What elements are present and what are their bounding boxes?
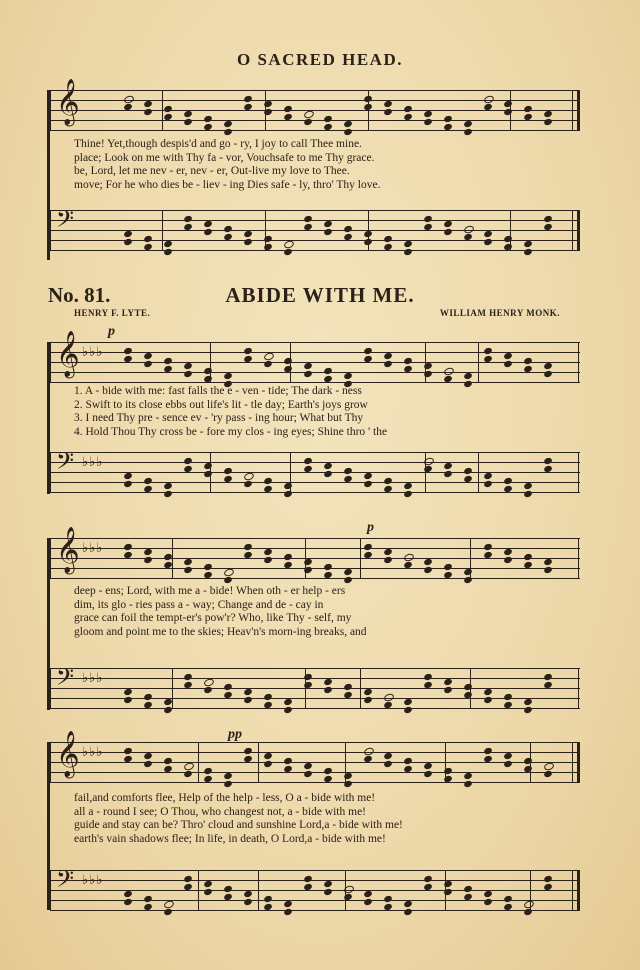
note-head [223, 128, 233, 136]
system2-bass-staff [50, 665, 580, 708]
note-head [263, 100, 273, 108]
note-head [143, 352, 153, 360]
note-head [323, 115, 333, 123]
note-head [403, 900, 413, 908]
note-head [463, 772, 473, 780]
note-head [303, 770, 313, 778]
note-head [383, 360, 393, 368]
note-head [503, 760, 513, 768]
note-head [143, 556, 153, 564]
note-head [363, 238, 373, 246]
top-hymn-title: O SACRED HEAD. [237, 50, 403, 69]
note-head [343, 683, 353, 691]
note-head [363, 890, 373, 898]
note-head [443, 470, 453, 478]
note-head [443, 220, 453, 228]
note-head [163, 757, 173, 765]
note-head [543, 457, 553, 465]
note-head [303, 875, 313, 883]
note-head [223, 225, 233, 233]
note-head [403, 698, 413, 706]
note-head [203, 563, 213, 571]
note-head [183, 215, 193, 223]
note-head [123, 472, 133, 480]
note-head [463, 576, 473, 584]
treble-clef-icon: 𝄞 [56, 527, 80, 572]
note-head [483, 543, 493, 551]
note-head [423, 118, 433, 126]
note-head [143, 108, 153, 116]
note-head [503, 100, 513, 108]
treble-clef-icon: 𝄞 [56, 331, 80, 376]
note-head [523, 357, 533, 365]
note-head [243, 543, 253, 551]
note-head [143, 693, 153, 701]
note-head [283, 553, 293, 561]
note-head [123, 688, 133, 696]
note-head [143, 100, 153, 108]
note-head [243, 890, 253, 898]
note-head [183, 457, 193, 465]
bass-clef-icon: 𝄢 [56, 665, 75, 696]
note-head [123, 480, 133, 488]
note-head [123, 696, 133, 704]
note-head [423, 558, 433, 566]
bass-clef-icon: 𝄢 [56, 207, 75, 238]
note-head [343, 225, 353, 233]
note-head [183, 770, 193, 778]
top-hymn-lyrics [74, 138, 574, 192]
note-head [143, 752, 153, 760]
note-head [123, 230, 133, 238]
note-head [303, 215, 313, 223]
note-head [243, 95, 253, 103]
note-head [543, 215, 553, 223]
note-head [303, 566, 313, 574]
note-head [243, 898, 253, 906]
note-head [523, 908, 533, 916]
note-head [423, 110, 433, 118]
note-head [423, 875, 433, 883]
note-head [243, 347, 253, 355]
note-head [463, 683, 473, 691]
note-head [283, 490, 293, 498]
note-head [323, 367, 333, 375]
note-head [203, 767, 213, 775]
note-head [383, 548, 393, 556]
note-head [343, 576, 353, 584]
dynamic-marking: p [108, 324, 115, 339]
note-head [143, 360, 153, 368]
note-head [303, 762, 313, 770]
note-head [483, 696, 493, 704]
note-head [343, 372, 353, 380]
note-head [303, 457, 313, 465]
note-head [443, 880, 453, 888]
note-head [543, 118, 553, 126]
note-head [503, 108, 513, 116]
note-head [403, 706, 413, 714]
note-head [543, 770, 553, 778]
note-head [503, 556, 513, 564]
lyric-line: dim, its glo - ries pass a - way; Change and de - cay in [74, 598, 324, 611]
note-head [443, 115, 453, 123]
note-head [343, 780, 353, 788]
lyric-line: guide and stay can be? Thro' cloud and sunshine Lord,a - bide with me! [74, 819, 403, 831]
lyric-line: place; Look on me with Thy fa - vor, Vouchsafe to me Thy grace. [74, 151, 375, 164]
note-head [163, 357, 173, 365]
note-head [163, 240, 173, 248]
note-head [363, 472, 373, 480]
note-head [363, 480, 373, 488]
note-head [523, 482, 533, 490]
note-head [263, 360, 273, 368]
lyric-line: all a - round I see; O Thou, who changest not, a - bide with me! [74, 805, 367, 818]
note-head [223, 120, 233, 128]
top-treble-staff [50, 79, 580, 130]
system1-bass-staff [50, 449, 580, 492]
note-head [483, 238, 493, 246]
note-head [283, 698, 293, 706]
note-head [403, 482, 413, 490]
dynamic-marking: p [367, 520, 374, 535]
note-head [183, 566, 193, 574]
note-head [403, 757, 413, 765]
note-head [383, 760, 393, 768]
note-head [463, 568, 473, 576]
treble-clef-icon: 𝄞 [56, 79, 80, 124]
note-head [523, 698, 533, 706]
note-head [243, 230, 253, 238]
flat-key-signature-icon: ♭♭♭ [82, 454, 104, 469]
lyric-line: earth's vain shadows flee; In life, in death, O Lord,a - bide with me! [74, 832, 386, 845]
note-head [123, 543, 133, 551]
note-head [543, 875, 553, 883]
note-head [123, 898, 133, 906]
bass-clef-icon: 𝄢 [56, 867, 75, 898]
note-head [403, 240, 413, 248]
note-head [523, 240, 533, 248]
note-head [543, 558, 553, 566]
note-head [223, 780, 233, 788]
note-head [223, 467, 233, 475]
note-head [363, 543, 373, 551]
note-head [423, 362, 433, 370]
note-head [303, 558, 313, 566]
note-head [443, 888, 453, 896]
note-head [203, 888, 213, 896]
note-head [383, 108, 393, 116]
note-head [183, 558, 193, 566]
note-head [283, 706, 293, 714]
hymn-title: ABIDE WITH ME. [225, 283, 415, 307]
note-head [483, 347, 493, 355]
note-head [283, 105, 293, 113]
lyric-line: grace can foil the tempt-er's pow'r? Who, like Thy - self, my [74, 612, 352, 624]
note-head [343, 467, 353, 475]
note-head [363, 230, 373, 238]
note-head [503, 360, 513, 368]
note-head [163, 908, 173, 916]
flat-key-signature-icon: ♭♭♭ [82, 540, 104, 555]
note-head [423, 566, 433, 574]
note-head [423, 770, 433, 778]
note-head [503, 235, 513, 243]
note-head [523, 490, 533, 498]
note-head [223, 683, 233, 691]
note-head [283, 357, 293, 365]
treble-clef-icon: 𝄞 [56, 731, 80, 776]
note-head [123, 238, 133, 246]
note-head [183, 673, 193, 681]
note-head [303, 118, 313, 126]
lyric-line: move; For he who dies be - liev - ing Dies safe - ly, thro' Thy love. [74, 178, 381, 191]
note-head [203, 228, 213, 236]
note-head [283, 248, 293, 256]
note-head [123, 890, 133, 898]
top-bass-staff [50, 207, 580, 250]
note-head [503, 752, 513, 760]
note-head [463, 372, 473, 380]
lyric-line: Thine! Yet,though despis'd and go - ry, I joy to call Thee mine. [74, 138, 362, 150]
note-head [263, 760, 273, 768]
note-head [443, 563, 453, 571]
flat-key-signature-icon: ♭♭♭ [82, 344, 104, 359]
note-head [183, 118, 193, 126]
note-head [323, 686, 333, 694]
note-head [403, 490, 413, 498]
note-head [203, 470, 213, 478]
note-head [523, 757, 533, 765]
note-head [543, 362, 553, 370]
note-head [403, 248, 413, 256]
note-head [503, 895, 513, 903]
note-head [223, 576, 233, 584]
note-head [243, 480, 253, 488]
note-head [463, 467, 473, 475]
note-head [143, 895, 153, 903]
note-head [383, 752, 393, 760]
note-head [503, 352, 513, 360]
note-head [323, 880, 333, 888]
note-head [403, 357, 413, 365]
note-head [143, 235, 153, 243]
note-head [123, 347, 133, 355]
note-head [383, 477, 393, 485]
note-head [263, 477, 273, 485]
note-head [163, 105, 173, 113]
note-head [523, 105, 533, 113]
note-head [323, 228, 333, 236]
note-head [423, 215, 433, 223]
note-head [303, 673, 313, 681]
note-head [403, 105, 413, 113]
lyric-line: gloom and point me to the skies; Heav'n's morn-ing breaks, and [74, 625, 367, 638]
note-head [123, 747, 133, 755]
note-head [483, 480, 493, 488]
note-head [303, 370, 313, 378]
note-head [363, 347, 373, 355]
system1-lyrics [74, 385, 574, 439]
note-head [423, 762, 433, 770]
note-head [163, 490, 173, 498]
note-head [443, 686, 453, 694]
note-head [323, 678, 333, 686]
note-head [443, 678, 453, 686]
lyric-line: 1. A - bide with me: fast falls the e - ven - tide; The dark - ness [74, 385, 362, 397]
note-head [203, 115, 213, 123]
note-head [423, 370, 433, 378]
note-head [143, 548, 153, 556]
note-head [283, 482, 293, 490]
note-head [443, 228, 453, 236]
note-head [203, 220, 213, 228]
note-head [363, 688, 373, 696]
note-head [523, 553, 533, 561]
note-head [463, 780, 473, 788]
note-head [523, 706, 533, 714]
note-head [143, 760, 153, 768]
system3-bass-staff [50, 867, 580, 910]
note-head [343, 568, 353, 576]
note-head [323, 767, 333, 775]
note-head [343, 772, 353, 780]
note-head [243, 688, 253, 696]
note-head [543, 370, 553, 378]
note-head [143, 477, 153, 485]
note-head [403, 908, 413, 916]
note-head [423, 673, 433, 681]
note-head [543, 673, 553, 681]
note-head [483, 688, 493, 696]
system2-treble-staff [50, 527, 580, 578]
note-head [523, 248, 533, 256]
note-head [243, 696, 253, 704]
note-head [203, 880, 213, 888]
note-head [483, 898, 493, 906]
note-head [263, 895, 273, 903]
note-head [323, 470, 333, 478]
lyric-line: 3. I need Thy pre - sence ev - 'ry pass - ing hour; What but Thy [74, 412, 364, 424]
composer-credit: WILLIAM HENRY MONK. [439, 308, 560, 318]
note-head [483, 747, 493, 755]
lyric-line: fail,and comforts flee, Help of the help - less, O a - bide with me! [74, 792, 376, 804]
note-head [383, 895, 393, 903]
note-head [503, 693, 513, 701]
note-head [163, 248, 173, 256]
note-head [323, 220, 333, 228]
note-head [503, 477, 513, 485]
note-head [243, 238, 253, 246]
author-credit: HENRY F. LYTE. [74, 308, 151, 318]
note-head [223, 372, 233, 380]
note-head [543, 566, 553, 574]
lyric-line: 4. Hold Thou Thy cross be - fore my clos - ing eyes; Shine thro ' the [74, 425, 388, 438]
note-head [343, 128, 353, 136]
note-head [383, 100, 393, 108]
lyric-line: 2. Swift to its close ebbs out life's lit - tle day; Earth's joys grow [74, 398, 368, 411]
note-head [203, 686, 213, 694]
note-head [323, 888, 333, 896]
note-head [283, 908, 293, 916]
note-head [323, 563, 333, 571]
note-head [203, 462, 213, 470]
note-head [163, 482, 173, 490]
note-head [503, 548, 513, 556]
note-head [283, 757, 293, 765]
note-head [163, 706, 173, 714]
note-head [283, 900, 293, 908]
note-head [443, 767, 453, 775]
note-head [463, 128, 473, 136]
note-head [483, 472, 493, 480]
note-head [483, 230, 493, 238]
note-head [183, 110, 193, 118]
note-head [263, 548, 273, 556]
note-head [183, 370, 193, 378]
note-head [263, 693, 273, 701]
note-head [363, 898, 373, 906]
note-head [363, 696, 373, 704]
note-head [263, 235, 273, 243]
note-head [203, 367, 213, 375]
note-head [463, 885, 473, 893]
flat-key-signature-icon: ♭♭♭ [82, 872, 104, 887]
note-head [183, 362, 193, 370]
note-head [363, 95, 373, 103]
note-head [223, 772, 233, 780]
note-head [263, 108, 273, 116]
note-head [483, 890, 493, 898]
note-head [383, 235, 393, 243]
note-head [383, 556, 393, 564]
note-head [263, 556, 273, 564]
lyric-line: deep - ens; Lord, with me a - bide! When oth - er help - ers [74, 585, 346, 597]
note-head [303, 362, 313, 370]
system1-treble-staff [50, 331, 580, 382]
hymn-number: No. 81. [48, 283, 111, 307]
note-head [383, 352, 393, 360]
note-head [263, 752, 273, 760]
flat-key-signature-icon: ♭♭♭ [82, 670, 104, 685]
note-head [243, 747, 253, 755]
note-head [223, 885, 233, 893]
note-head [343, 120, 353, 128]
note-head [463, 120, 473, 128]
bass-clef-icon: 𝄢 [56, 449, 75, 480]
lyric-line: be, Lord, let me nev - er, nev - er, Out-live my love to Thee. [74, 165, 350, 177]
system2-lyrics [74, 585, 574, 639]
system3-lyrics [74, 792, 574, 846]
flat-key-signature-icon: ♭♭♭ [82, 744, 104, 759]
dynamic-marking: pp [228, 727, 242, 742]
note-head [543, 110, 553, 118]
note-head [323, 462, 333, 470]
note-head [443, 462, 453, 470]
note-head [183, 875, 193, 883]
